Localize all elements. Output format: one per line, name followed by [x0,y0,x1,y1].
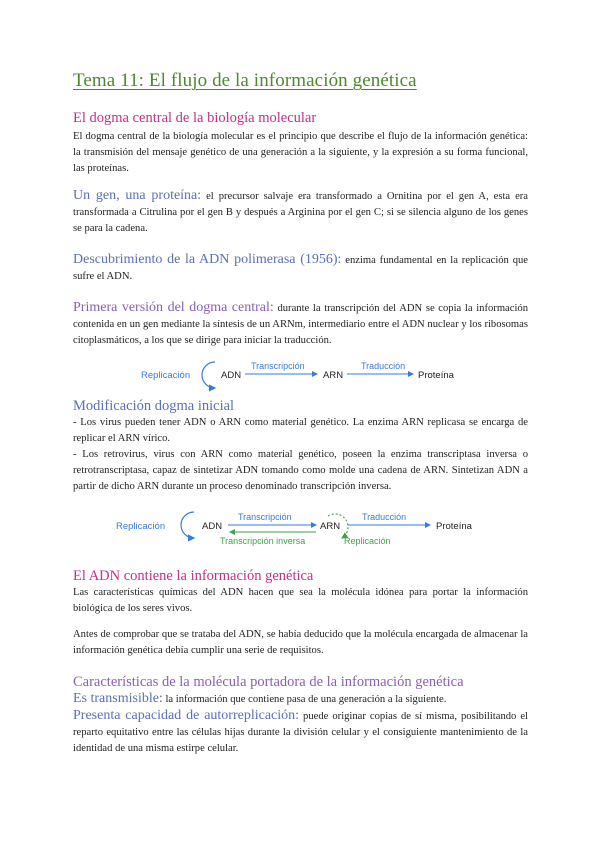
dogma-diagram-2 [112,508,512,554]
dogma-diagram-1 [135,356,515,392]
paragraph: enzima fundamental en la replicación que sufre el ADN. [73,255,528,282]
paragraph: Antes de comprobar que se trataba del ADN, se había deducido que la molécula encargada de almacenar la información genética debía cumplir una serie de requisitos. [73,629,528,656]
adn-node: ADN [221,370,242,381]
proteina-node: Proteína [436,521,472,532]
section-primera-version [73,300,528,349]
transcripcion-label: Transcripción [238,512,292,522]
paragraph: la información que contiene pasa de una generación a la siguiente. [162,694,447,705]
transcripcion-inversa-label: Transcripción inversa [220,536,306,546]
inline-heading: Descubrimiento de la ADN polimerasa (1956): [73,252,342,267]
section-modificacion [73,398,528,495]
traduccion-label: Traducción [361,361,406,371]
paragraph: - Los retrovirus, virus con ARN como material genético, poseen la enzima transcriptasa inversa o retrotranscriptasa, capaz de sintetizar ADN tomando como molde una cadena de ARN. Sintetizan ADN a partir de dicho ARN durante un proceso denominado transcripción inversa. [73,449,528,492]
section-heading: El ADN contiene la información genética [73,568,314,584]
paragraph: durante la transcripción del ADN se copia la información contenida en un gen mediante la síntesis de un ARNm, intermediario entre el ADN nuclear y los ribosomas citoplasmáticos, a los que se dirige para iniciar la traducción. [73,303,529,346]
section-heading: Características de la molécula portadora de la información genética [73,674,464,690]
section-heading: El dogma central de la biología molecular [73,110,317,126]
inline-heading: Un gen, una proteína: [73,188,202,203]
page-title: Tema 11: El flujo de la información genética [73,70,417,91]
section-heading: Modificación dogma inicial [73,398,235,414]
section-adn-polimerasa [73,252,528,285]
traduccion-label: Traducción [362,512,407,522]
inline-heading: Presenta capacidad de autorreplicación: [73,708,300,723]
replicacion-left-label: Replicación [116,521,166,532]
proteina-node: Proteína [418,370,454,381]
inline-heading: Primera versión del dogma central: [73,300,274,315]
paragraph: puede originar copias de sí misma, posibilitando el reparto equitativo entre las células hijas durante la división celular y el consiguiente mantenimiento de la identidad de una misma estirpe celular. [73,711,528,754]
transcripcion-label: Transcripción [251,361,305,371]
paragraph: el precursor salvaje era transformado a Ornitina por el gen A, esta era transformada a Citrulina por el gen B y después a Arginina por el gen C; si se silencia alguno de los genes se para la cadena. [73,191,529,234]
arn-node: ARN [323,370,344,381]
replicacion-right-label: Replicación [344,536,391,546]
replication-loop-arrow [202,362,215,388]
replicacion-label: Replicación [141,370,191,381]
replication-loop-arrow [181,512,194,538]
section-caracteristicas [73,674,528,757]
paragraph: Las características químicas del ADN hacen que sea la molécula idónea para portar la información biológica de los seres vivos. [73,587,528,614]
paragraph: El dogma central de la biología molecular es el principio que describe el flujo de la información genética: la transmisión del mensaje genético de una generación a la siguiente, y la expresión a su forma funcional, las proteínas. [73,131,528,174]
section-un-gen [73,188,528,237]
adn-node: ADN [202,521,223,532]
section-dogma [73,110,528,177]
arn-node: ARN [320,521,341,532]
section-adn-info [73,568,528,659]
characteristic-autorreplicacion [73,708,528,757]
inline-heading: Es transmisible: [73,691,163,706]
characteristic-transmisible [73,691,528,708]
paragraph: - Los virus pueden tener ADN o ARN como material genético. La enzima ARN replicasa se encarga de replicar el ARN vírico. [73,417,528,444]
